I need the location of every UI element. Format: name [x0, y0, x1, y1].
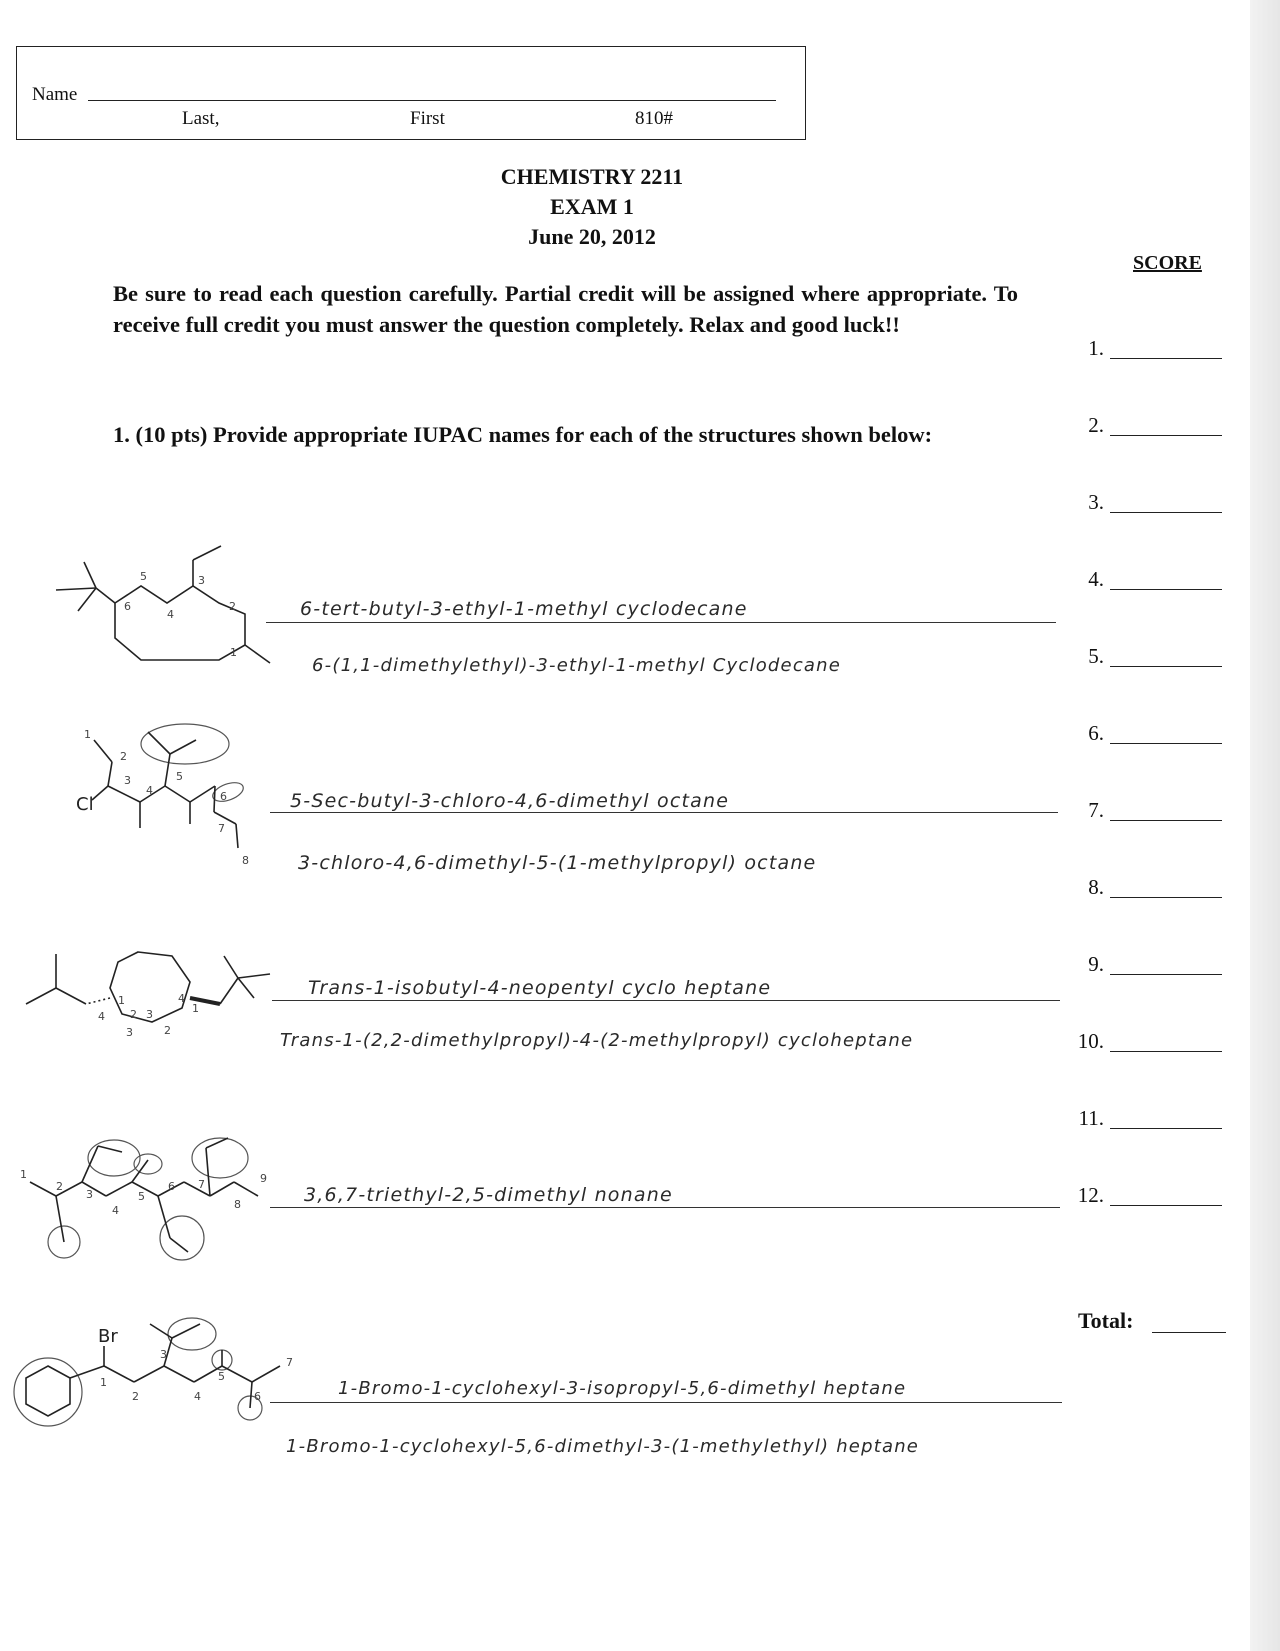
- score-number: 2.: [1088, 413, 1104, 437]
- s5-num: 6: [254, 1390, 261, 1403]
- score-number: 4.: [1088, 567, 1104, 591]
- s2-num: 3: [124, 774, 131, 787]
- question-1-prompt: 1. (10 pts) Provide appropriate IUPAC names for each of the structures shown below:: [113, 422, 933, 447]
- answer-3-line1: Trans-1-isobutyl-4-neopentyl cyclo heptane: [308, 977, 772, 999]
- s1-num: 4: [167, 608, 174, 621]
- score-number: 11.: [1078, 1106, 1104, 1130]
- score-number: 6.: [1088, 721, 1104, 745]
- s5-num: 4: [194, 1390, 201, 1403]
- s3-num: 3: [126, 1026, 133, 1039]
- s4-num: 5: [138, 1190, 145, 1203]
- s2-num: 2: [120, 750, 127, 763]
- score-blank[interactable]: [1110, 974, 1222, 975]
- score-blank[interactable]: [1110, 512, 1222, 513]
- total-blank[interactable]: [1152, 1332, 1226, 1333]
- s3-num: 3: [146, 1008, 153, 1021]
- s2-num: 1: [84, 728, 91, 741]
- s2-num: 4: [146, 784, 153, 797]
- s5-num: 3: [160, 1348, 167, 1361]
- s1-num: 3: [198, 574, 205, 587]
- first-label: First: [410, 108, 445, 129]
- answer-1-line1: 6-tert-butyl-3-ethyl-1-methyl cyclodecane: [300, 598, 748, 620]
- answer-line-4[interactable]: [270, 1207, 1060, 1208]
- score-item: [1070, 644, 1110, 669]
- last-label: Last,: [182, 108, 220, 129]
- s5-num: 1: [100, 1376, 107, 1389]
- score-blank[interactable]: [1110, 820, 1222, 821]
- chloro-atom: Cl: [76, 794, 94, 815]
- s2-num: 8: [242, 854, 249, 867]
- s4-num: 4: [112, 1204, 119, 1217]
- score-number: 8.: [1088, 875, 1104, 899]
- score-item: [1070, 875, 1110, 900]
- answer-5-line2: 1-Bromo-1-cyclohexyl-5,6-dimethyl-3-(1-methylethyl) heptane: [286, 1436, 920, 1457]
- structure-3-cycloheptane: [14, 940, 284, 1040]
- s1-num: 5: [140, 570, 147, 583]
- answer-line-3[interactable]: [272, 1000, 1060, 1001]
- score-item: [1070, 567, 1110, 592]
- s4-num: 9: [260, 1172, 267, 1185]
- s2-num: 6: [220, 790, 227, 803]
- structure-5-bromo-heptane: [8, 1310, 308, 1450]
- score-number: 12.: [1077, 1183, 1104, 1207]
- s5-num: 2: [132, 1390, 139, 1403]
- score-item: [1070, 1106, 1110, 1131]
- score-number: 7.: [1088, 798, 1104, 822]
- answer-line-5[interactable]: [270, 1402, 1062, 1403]
- s4-num: 1: [20, 1168, 27, 1181]
- s3-num: 2: [130, 1008, 137, 1021]
- s3-num: 2: [164, 1024, 171, 1037]
- structure-1-cyclodecane: [40, 530, 270, 680]
- score-item: [1070, 336, 1110, 361]
- instructions: Be sure to read each question carefully. Partial credit will be assigned where appropriate. To receive full credit you must answer the question completely. Relax and good luck!!: [113, 281, 1018, 337]
- s3-num: 1: [118, 994, 125, 1007]
- score-item: [1070, 413, 1110, 438]
- scan-edge-shadow: [1250, 0, 1280, 1651]
- name-field[interactable]: [88, 100, 776, 101]
- score-blank[interactable]: [1110, 897, 1222, 898]
- answer-line-2[interactable]: [270, 812, 1058, 813]
- score-item: [1070, 952, 1110, 977]
- score-number: 5.: [1088, 644, 1104, 668]
- score-blank[interactable]: [1110, 358, 1222, 359]
- score-number: 9.: [1088, 952, 1104, 976]
- answer-2-line2: 3-chloro-4,6-dimethyl-5-(1-methylpropyl) octane: [298, 852, 817, 874]
- s3-num: 1: [192, 1002, 199, 1015]
- answer-line-1[interactable]: [266, 622, 1056, 623]
- bromo-atom: Br: [98, 1326, 118, 1347]
- s5-num: 7: [286, 1356, 293, 1369]
- score-number: 3.: [1088, 490, 1104, 514]
- s1-num: 6: [124, 600, 131, 613]
- score-item: [1070, 490, 1110, 515]
- answer-2-line1: 5-Sec-butyl-3-chloro-4,6-dimethyl octane: [290, 790, 730, 812]
- name-label: Name: [32, 84, 78, 105]
- score-number: 10.: [1077, 1029, 1104, 1053]
- score-item: [1070, 721, 1110, 746]
- structure-4-nonane: [8, 1130, 278, 1270]
- s3-num: 4: [178, 992, 185, 1005]
- s1-num: 2: [229, 600, 236, 613]
- score-item: [1070, 1029, 1110, 1054]
- s5-num: 5: [218, 1370, 225, 1383]
- s3-num: 4: [98, 1010, 105, 1023]
- s4-num: 7: [198, 1178, 205, 1191]
- s2-num: 5: [176, 770, 183, 783]
- score-blank[interactable]: [1110, 743, 1222, 744]
- s4-num: 3: [86, 1188, 93, 1201]
- score-heading: SCORE: [1133, 252, 1202, 274]
- answer-5-line1: 1-Bromo-1-cyclohexyl-3-isopropyl-5,6-dimethyl heptane: [338, 1378, 907, 1399]
- exam-date: June 20, 2012: [528, 224, 656, 249]
- score-number: 1.: [1088, 336, 1104, 360]
- score-blank[interactable]: [1110, 1128, 1222, 1129]
- score-blank[interactable]: [1110, 666, 1222, 667]
- s1-num: 1: [230, 646, 237, 659]
- s4-num: 2: [56, 1180, 63, 1193]
- answer-3-line2: Trans-1-(2,2-dimethylpropyl)-4-(2-methylpropyl) cycloheptane: [280, 1030, 914, 1051]
- answer-1-line2: 6-(1,1-dimethylethyl)-3-ethyl-1-methyl Cyclodecane: [312, 655, 842, 676]
- score-item: [1070, 1183, 1110, 1208]
- total-label: Total:: [1078, 1308, 1134, 1333]
- score-blank[interactable]: [1110, 589, 1222, 590]
- score-item: [1070, 798, 1110, 823]
- score-blank[interactable]: [1110, 1205, 1222, 1206]
- score-blank[interactable]: [1110, 435, 1222, 436]
- s2-num: 7: [218, 822, 225, 835]
- score-blank[interactable]: [1110, 1051, 1222, 1052]
- structure-2-chloro-octane: [70, 720, 270, 870]
- course-title: CHEMISTRY 2211: [500, 164, 684, 189]
- exam-title: EXAM 1: [550, 194, 634, 219]
- s4-num: 6: [168, 1180, 175, 1193]
- id-label: 810#: [635, 108, 673, 129]
- answer-4-line1: 3,6,7-triethyl-2,5-dimethyl nonane: [304, 1184, 673, 1206]
- s4-num: 8: [234, 1198, 241, 1211]
